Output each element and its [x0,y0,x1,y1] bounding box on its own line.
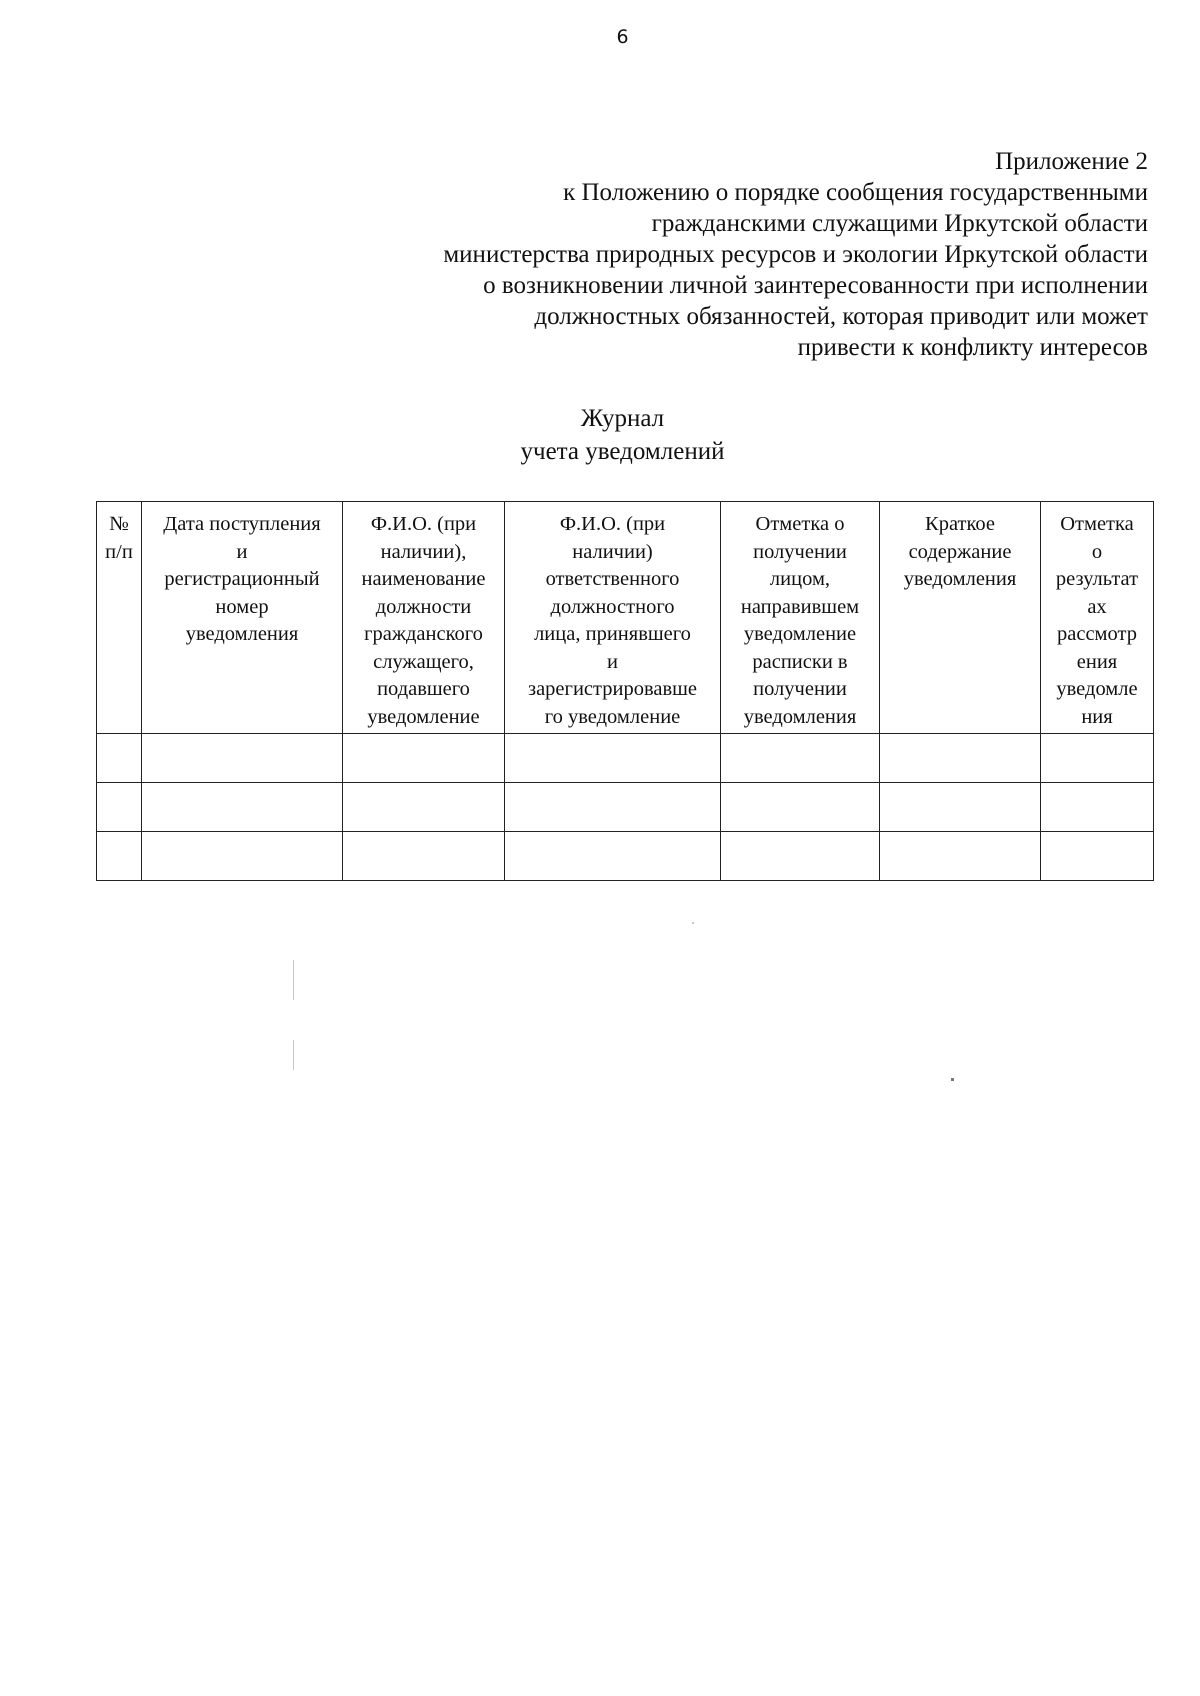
table-cell [97,832,142,881]
table-cell [343,832,505,881]
column-header-submitter: Ф.И.О. (при наличии), наименование должности гражданского служащего, подавшего уведомление [343,502,505,734]
table-cell [721,734,880,783]
journal-heading [0,402,1200,468]
table-row [97,832,1154,881]
column-header-receipt-date: Дата поступления и регистрационный номер уведомления [142,502,343,734]
table-header-row [97,502,1154,734]
appendix-reference [248,146,1148,363]
column-header-number: № п/п [97,502,142,734]
table-cell [880,832,1041,881]
appendix-line: гражданскими служащими Иркутской области [651,210,1148,237]
table-cell [880,783,1041,832]
table-cell [97,783,142,832]
table-row [97,734,1154,783]
page-number: 6 [616,26,629,48]
appendix-line: привести к конфликту интересов [797,334,1148,361]
table-cell [343,734,505,783]
table-cell [97,734,142,783]
scan-speck [951,1078,954,1081]
table-cell [505,734,721,783]
table-row [97,783,1154,832]
table-cell [1041,832,1154,881]
scan-speck [293,960,294,1000]
table-cell [142,832,343,881]
journal-title: Журнал [580,405,665,432]
appendix-line: министерства природных ресурсов и экологии Иркутской области [443,241,1148,268]
appendix-line: о возникновении личной заинтересованности при исполнении [483,272,1148,299]
table-cell [721,832,880,881]
table-cell [880,734,1041,783]
column-header-receipt-mark: Отметка о получении лицом, направившем уведомление расписки в получении уведомления [721,502,880,734]
journal-subtitle: учета уведомлений [520,438,725,465]
table-cell [1041,734,1154,783]
table-cell [142,734,343,783]
scan-speck [293,1040,294,1070]
table-cell [1041,783,1154,832]
table-cell [505,832,721,881]
table-cell [343,783,505,832]
table-cell [142,783,343,832]
column-header-review-result: Отметка о результат ах рассмотр ения уведомле ния [1041,502,1154,734]
table-cell [721,783,880,832]
column-header-responsible-official: Ф.И.О. (при наличии) ответственного должностного лица, принявшего и зарегистрировавше го уведомление [505,502,721,734]
appendix-line: должностных обязанностей, которая приводит или может [534,303,1148,330]
appendix-line: к Положению о порядке сообщения государственными [563,179,1148,206]
scan-speck [692,922,694,924]
appendix-line: Приложение 2 [995,148,1148,175]
notification-registry-table [96,501,1154,881]
table-cell [505,783,721,832]
column-header-summary: Краткое содержание уведомления [880,502,1041,734]
